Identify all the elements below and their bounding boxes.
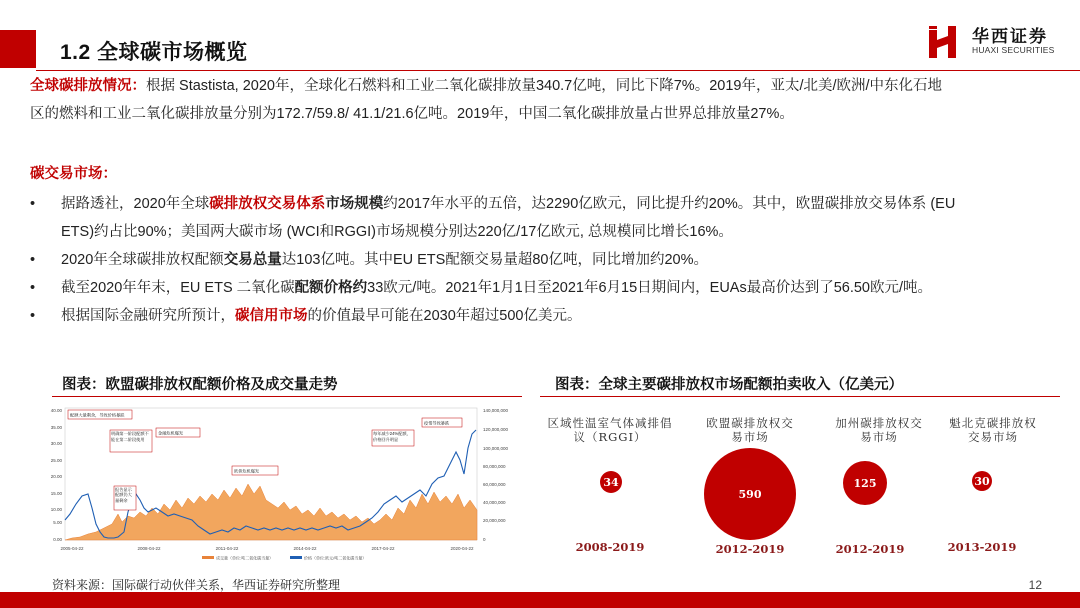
- bullet-item-3: [30, 274, 1060, 302]
- market-name-line-2: 易市场: [731, 430, 769, 444]
- market-name-line-2: 交易市场: [968, 430, 1018, 444]
- market-label-california: [824, 416, 934, 444]
- annotation-4: 报告显示配额仍大量剩余: [115, 487, 132, 503]
- bullet-2-text-a: 2020年全球碳排放权配额: [61, 252, 224, 268]
- left-axis-ticks: [51, 408, 63, 542]
- trading-bullet-list: [30, 190, 1060, 330]
- intro-text-1: 根据 Stastista, 2020年，全球化石燃料和工业二氧化碳排放量340.7亿吨，同比下降7%。2019年，亚太/北美/欧洲/中东化石地: [146, 78, 943, 94]
- page-title: 1.2 全球碳市场概览: [60, 41, 248, 64]
- logo-english-name: HUAXI SECURITIES: [972, 45, 1055, 55]
- bullet-dot: •: [30, 196, 36, 212]
- company-logo: [926, 22, 1066, 60]
- footer-bar: [0, 592, 1080, 608]
- logo-chinese-name: 华西证券: [972, 27, 1048, 47]
- bullet-1-highlight: 碳排放权交易体系: [209, 196, 326, 212]
- value-circle-quebec: 30: [972, 471, 992, 491]
- y-right-tick: 80,000,000: [483, 464, 506, 469]
- annotation-4-wrap: [115, 487, 135, 509]
- annotation-2: 明确第一阶段配额不能在第二阶段使用: [111, 431, 149, 442]
- x-axis-ticks: [60, 546, 474, 551]
- bullet-3-text-b: 33欧元/吨。2021年1月1日至2021年6月15日期间内，EUAs最高价达到了56.50欧元/吨。: [367, 280, 933, 296]
- huaxi-logo-icon: [926, 24, 962, 60]
- figure-1-divider: [52, 396, 522, 397]
- y-right-tick: 40,000,000: [483, 500, 506, 505]
- bullet-dot: •: [30, 280, 36, 296]
- period-quebec: 2013-2019: [947, 540, 1017, 554]
- market-label-quebec: [938, 416, 1048, 444]
- value-circle-eu: 590: [704, 448, 796, 540]
- market-label-eu: [690, 416, 810, 444]
- annotation-2-wrap: [111, 431, 151, 451]
- figure-1-title: 图表：欧盟碳排放权配额价格及成交量走势: [62, 377, 338, 393]
- y-left-tick: 25.00: [50, 458, 62, 463]
- legend-price: 价格（单位:欧元/吨二氧化碳当量）: [304, 555, 367, 561]
- bullet-1-text-b: 约2017年水平的五倍，达2290亿欧元，同比提升约20%。其中，欧盟碳排放交易体系 (EU: [383, 196, 956, 212]
- bullet-2-bold: 交易总量: [223, 252, 282, 268]
- bullet-3-bold: 配额价格约: [294, 280, 368, 296]
- market-name-line-2: 议（RGGI）: [573, 430, 647, 444]
- market-name-line-2: 易市场: [860, 430, 898, 444]
- trading-heading: 碳交易市场：: [30, 166, 117, 182]
- y-left-tick: 40.00: [50, 408, 62, 413]
- market-name-line-1: 魁北克碳排放权: [949, 416, 1037, 430]
- bullet-1-line-2: ETS)约占比90%；美国两大碳市场 (WCI和RGGI)市场规模分别达220亿/17亿欧元, 总规模同比增长16%。: [61, 224, 733, 240]
- market-name-line-1: 欧盟碳排放权交: [706, 416, 794, 430]
- annotation-7: 疫情导致暴跌: [424, 420, 450, 426]
- legend-volume: 成交量（单位:吨二氧化碳当量）: [216, 555, 274, 561]
- bullet-4-text-a: 根据国际金融研究所预计，: [61, 308, 235, 324]
- bullet-4-text-b: 的价值最早可能在2030年超过500亿美元。: [307, 308, 582, 324]
- annotation-6: 每年减少24%配额，价格回升明显: [373, 431, 411, 442]
- figure-2-title: 图表：全球主要碳排放权市场配额拍卖收入（亿美元）: [555, 377, 903, 393]
- bullet-dot: •: [30, 308, 36, 324]
- y-right-tick: 0: [483, 537, 486, 542]
- annotation-3: 金融危机爆发: [158, 430, 184, 436]
- y-left-tick: 35.00: [50, 425, 62, 430]
- bullet-1-bold: 市场规模: [325, 196, 384, 212]
- page-number: 12: [1028, 578, 1042, 592]
- y-left-tick: 5.00: [53, 520, 62, 525]
- figure-2-divider: [540, 396, 1060, 397]
- period-rggi: 2008-2019: [575, 540, 645, 554]
- value-circle-rggi: 34: [600, 471, 622, 493]
- annotation-6-wrap: [373, 431, 413, 446]
- period-eu: 2012-2019: [715, 542, 785, 556]
- x-tick: 2014-04-22: [293, 546, 317, 551]
- y-right-tick: 100,000,000: [483, 446, 509, 451]
- eu-price-volume-chart: [52, 404, 522, 569]
- source-note: 资料来源：国际碳行动伙伴关系，华西证券研究所整理: [52, 578, 341, 592]
- value-circle-california: 125: [843, 461, 887, 505]
- chart-legend: [202, 555, 366, 561]
- y-right-tick: 20,000,000: [483, 518, 506, 523]
- bullet-dot: •: [30, 252, 36, 268]
- y-right-tick: 60,000,000: [483, 482, 506, 487]
- auction-revenue-chart: [540, 404, 1060, 569]
- x-tick: 2017-04-22: [371, 546, 395, 551]
- y-left-tick: 15.00: [50, 491, 62, 496]
- right-axis-ticks: [483, 408, 509, 542]
- bullet-4-highlight: 碳信用市场: [235, 308, 308, 324]
- market-label-rggi: [540, 416, 680, 444]
- bullet-item-4: [30, 302, 1060, 330]
- market-name-line-1: 区域性温室气体减排倡: [547, 416, 673, 430]
- period-california: 2012-2019: [835, 542, 905, 556]
- x-tick: 2011-04-22: [215, 546, 239, 551]
- intro-line-2: 区的燃料和工业二氧化碳排放量分别为172.7/59.8/ 41.1/21.6亿吨。2019年，中国二氧化碳排放量占世界总排放量27%。: [30, 106, 794, 122]
- y-left-tick: 10.00: [50, 507, 62, 512]
- bullet-3-text-a: 截至2020年年末，EU ETS 二氧化碳: [61, 280, 295, 296]
- bullet-item-1: [30, 190, 1060, 218]
- intro-label: 全球碳排放情况：: [30, 78, 146, 94]
- legend-swatch-price: [290, 556, 302, 559]
- bullet-item-1-cont: [30, 218, 1060, 246]
- x-tick: 2020-04-22: [450, 546, 474, 551]
- legend-swatch-volume: [202, 556, 214, 559]
- x-tick: 2008-04-22: [137, 546, 161, 551]
- title-divider: [36, 70, 1080, 71]
- intro-line-1: [30, 72, 942, 100]
- y-right-tick: 120,000,000: [483, 427, 509, 432]
- annotation-1: 配额大量剩余，导致价格暴跌: [70, 412, 125, 418]
- annotation-5: 欧债危机爆发: [234, 468, 260, 474]
- title-accent-bar: [0, 30, 36, 68]
- market-name-line-1: 加州碳排放权交: [835, 416, 923, 430]
- y-left-tick: 0.00: [53, 537, 62, 542]
- x-tick: 2005-04-22: [60, 546, 84, 551]
- y-right-tick: 140,000,000: [483, 408, 509, 413]
- bullet-1-text-a: 据路透社，2020年全球: [61, 196, 210, 212]
- bullet-2-text-b: 达103亿吨。其中EU ETS配额交易量超80亿吨，同比增加约20%。: [281, 252, 708, 268]
- y-left-tick: 20.00: [50, 474, 62, 479]
- bullet-item-2: [30, 246, 1060, 274]
- y-left-tick: 30.00: [50, 441, 62, 446]
